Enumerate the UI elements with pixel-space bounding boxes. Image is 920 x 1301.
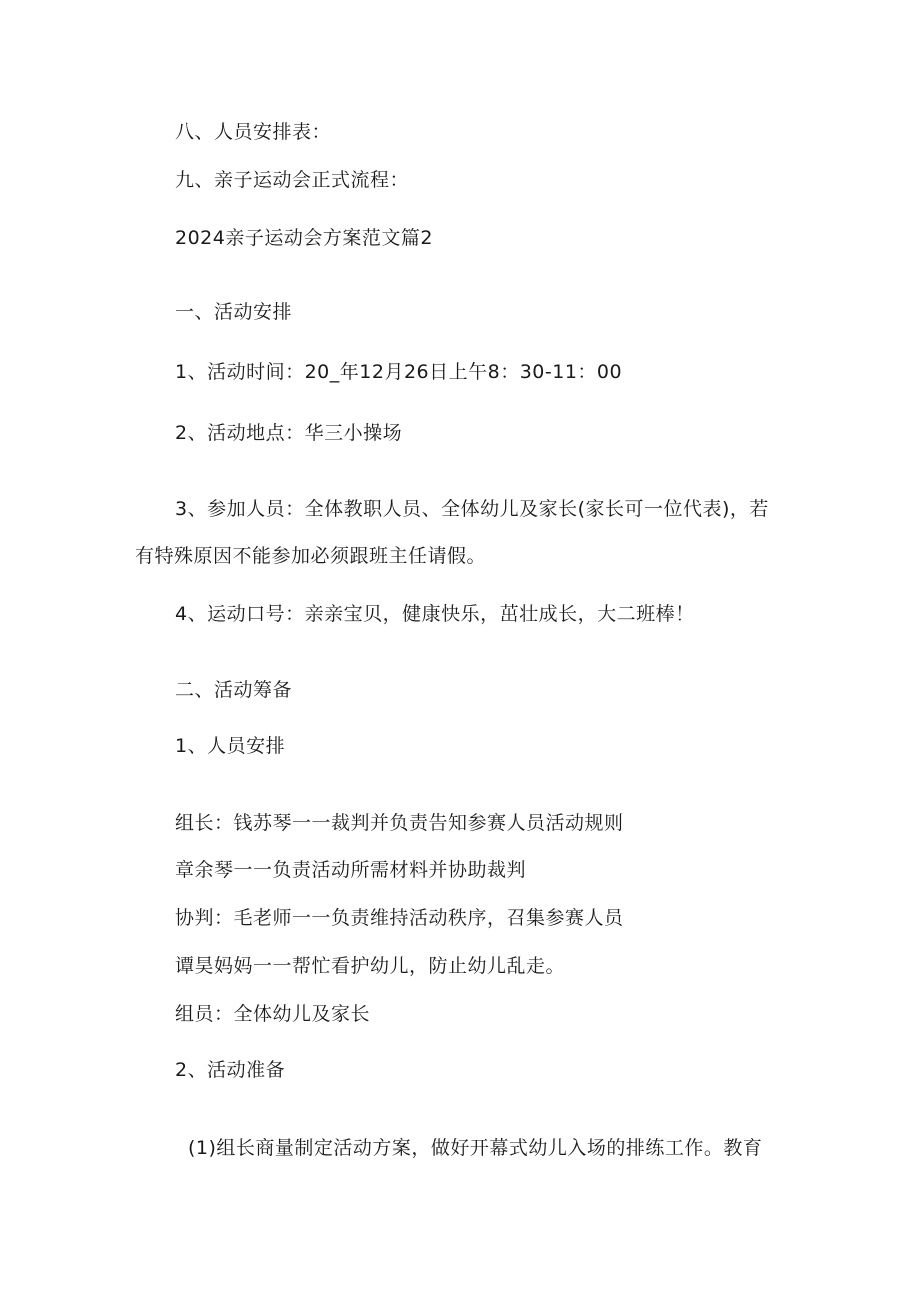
staff-parent-helper: 谭昊妈妈一一帮忙看护幼儿，防止幼儿乱走。: [175, 955, 566, 977]
staff-arrangement-heading: 1、人员安排: [175, 735, 286, 757]
staff-leader: 组长：钱苏琴一一裁判并负责告知参赛人员活动规则: [175, 812, 624, 834]
activity-time: 1、活动时间：20_年12月26日上午8：30-11：00: [175, 361, 623, 383]
section-1-heading: 一、活动安排: [175, 301, 293, 323]
activity-slogan: 4、运动口号：亲亲宝贝，健康快乐，茁壮成长，大二班棒！: [175, 603, 695, 625]
participants-line-1: 3、参加人员：全体教职人员、全体幼儿及家长(家长可一位代表)，若: [175, 498, 769, 520]
staff-members: 组员：全体幼儿及家长: [175, 1003, 371, 1025]
preparation-heading: 2、活动准备: [175, 1059, 286, 1081]
activity-location: 2、活动地点：华三小操场: [175, 422, 403, 444]
staff-materials: 章余琴一一负责活动所需材料并协助裁判: [175, 859, 527, 881]
participants-line-2: 有特殊原因不能参加必须跟班主任请假。: [135, 545, 487, 567]
preparation-item-1: (1)组长商量制定活动方案，做好开幕式幼儿入场的排练工作。教育: [188, 1137, 763, 1159]
article-title: 2024亲子运动会方案范文篇2: [175, 227, 433, 249]
staff-assistant-referee: 协判：毛老师一一负责维持活动秩序，召集参赛人员: [175, 907, 624, 929]
section-2-heading: 二、活动筹备: [175, 679, 293, 701]
section-9-heading: 九、亲子运动会正式流程：: [175, 169, 410, 191]
section-8-heading: 八、人员安排表：: [175, 121, 332, 143]
